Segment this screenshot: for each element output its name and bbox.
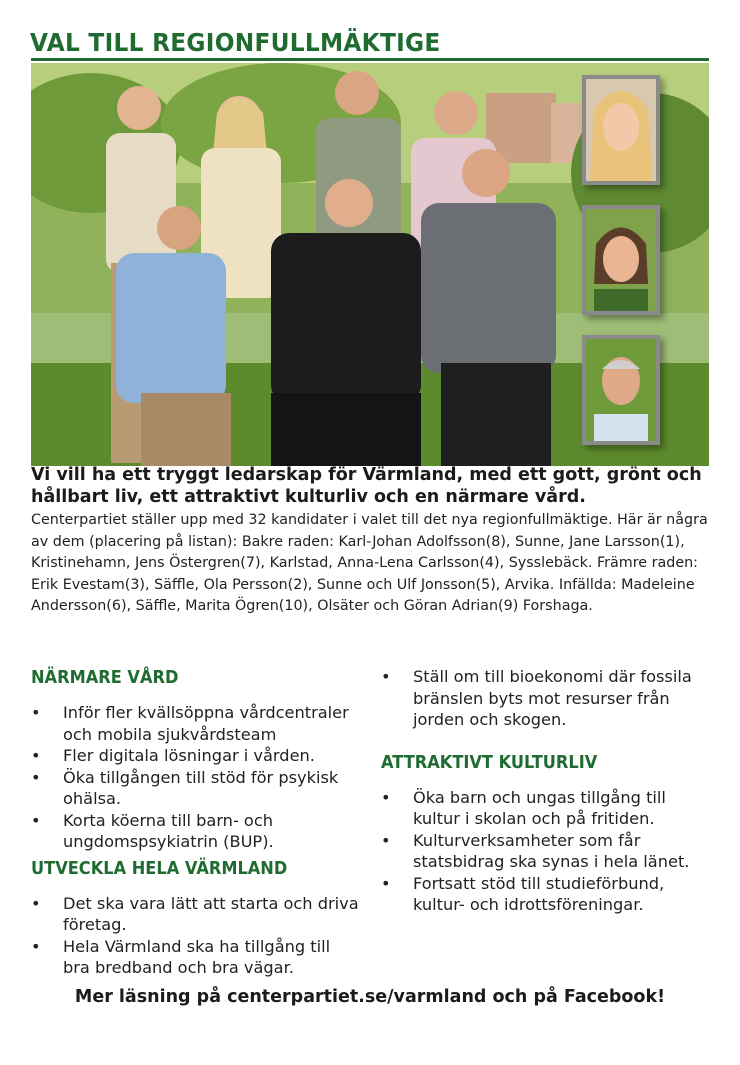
portrait-3	[586, 339, 656, 441]
footer-link-text: Mer läsning på centerpartiet.se/varmland och på Facebook!	[74, 987, 666, 1007]
vard-list	[31, 702, 361, 853]
list-item: • Det ska vara lätt att starta och driva företag.	[31, 893, 361, 936]
kultur-list	[381, 787, 701, 916]
list-item: • Fler digitala lösningar i vården.	[31, 745, 361, 767]
right-column	[381, 666, 701, 916]
list-item: • Korta köerna till barn- och ungdomspsykiatrin (BUP).	[31, 810, 361, 853]
utveckla-list	[31, 893, 361, 979]
list-item: • Öka tillgången till stöd för psykisk ohälsa.	[31, 767, 361, 810]
list-item: • Ställ om till bioekonomi där fossila bränslen byts mot resurser från jorden och skogen.	[381, 666, 701, 731]
portrait-1	[586, 79, 656, 181]
list-item: • Kulturverksamheter som får statsbidrag ska synas i hela länet.	[381, 830, 701, 873]
list-item: • Hela Värmland ska ha tillgång till bra bredband och bra vägar.	[31, 936, 361, 979]
bio-list	[381, 666, 701, 731]
heading-kulturliv: ATTRAKTIVT KULTURLIV	[381, 751, 598, 773]
inset-photo-2	[582, 205, 660, 315]
left-column	[31, 666, 361, 979]
candidate-intro: Centerpartiet ställer upp med 32 kandidater i valet till det nya regionfullmäktige. Här är några av dem (placering på listan): Bakre raden: Karl-Johan Adolfsson(8), Sunne, Jane Larsson(1), Kristinehamn, Jens Östergren(7), Karlstad, Anna-Lena Carlsson(4), Sysslebäck. Främre raden: Erik Evestam(3), Säffle, Ola Persson(2), Sunne och Ulf Jonsson(5), Arvika. Infällda: Madeleine Andersson(6), Säffle, Marita Ögren(10), Olsäter och Göran Adrian(9) Forshaga.	[31, 512, 708, 615]
portrait-2	[586, 209, 656, 311]
list-item: • Inför fler kvällsöppna vårdcentraler och mobila sjukvårdsteam	[31, 702, 361, 745]
heading-narmare-vard: NÄRMARE VÅRD	[31, 667, 179, 688]
page-title: VAL TILL REGIONFULLMÄKTIGE	[30, 28, 441, 57]
group-photo	[31, 63, 709, 466]
heading-utveckla: UTVECKLA HELA VÄRMLAND	[31, 857, 288, 879]
inset-photo-1	[582, 75, 660, 185]
title-rule	[31, 58, 709, 61]
list-item: • Öka barn och ungas tillgång till kultur i skolan och på fritiden.	[381, 787, 701, 830]
list-item: • Fortsatt stöd till studieförbund, kultur- och idrottsföreningar.	[381, 873, 701, 916]
inset-photo-3	[582, 335, 660, 445]
lead-statement: Vi vill ha ett tryggt ledarskap för Värmland, med ett gott, grönt och hållbart liv, ett attraktivt kulturliv och en närmare vård.	[31, 465, 702, 507]
